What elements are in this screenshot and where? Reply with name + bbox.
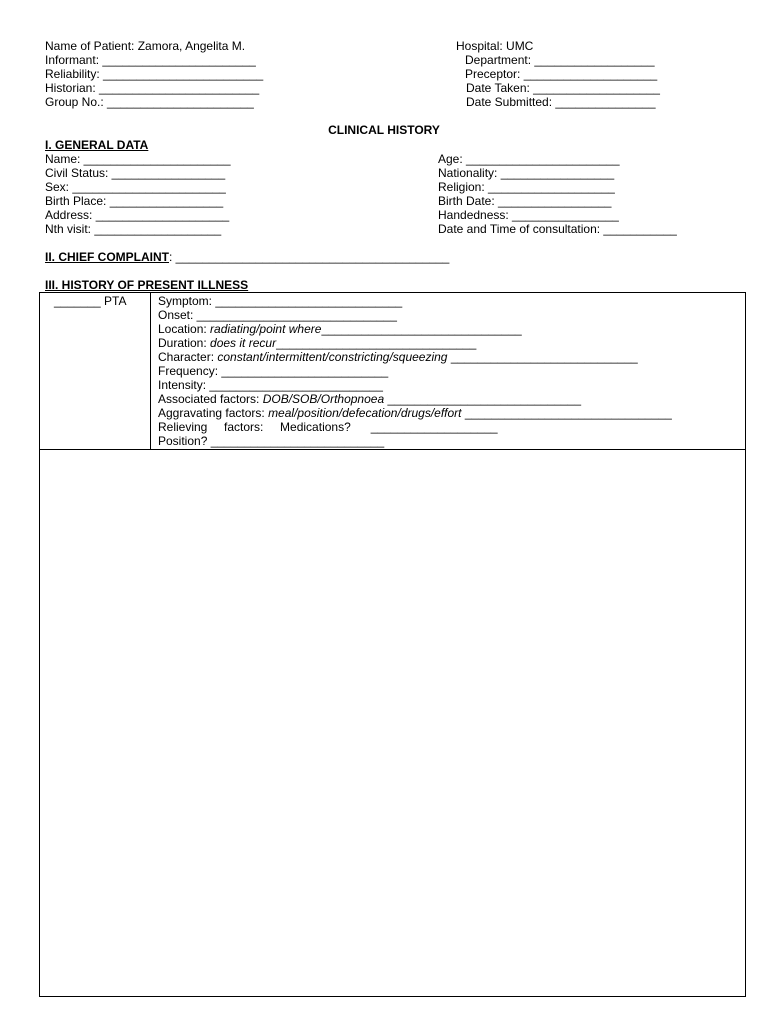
intensity-field: Intensity: __________________________ (158, 378, 383, 392)
onset-field: Onset: ______________________________ (158, 308, 397, 322)
handedness-field: Handedness: ________________ (438, 208, 619, 222)
hpi-column-divider (150, 292, 151, 450)
associated-hint: DOB/SOB/Orthopnoea (262, 392, 385, 406)
duration-hint: does it recur (210, 336, 277, 350)
birth-place-field: Birth Place: _________________ (45, 194, 224, 208)
location-hint: radiating/point where (210, 322, 322, 336)
informant-field: Informant: _______________________ (45, 53, 256, 67)
chief-complaint-row (45, 250, 449, 264)
aggravating-blank: _______________________________ (461, 406, 672, 420)
birth-date-field: Birth Date: _________________ (438, 194, 612, 208)
hpi-narrative-box (39, 450, 746, 997)
aggravating-factors-field (158, 406, 672, 420)
preceptor-field: Preceptor: ____________________ (465, 67, 658, 81)
location-blank: ______________________________ (321, 322, 522, 336)
symptom-field: Symptom: ____________________________ (158, 294, 403, 308)
sex-field: Sex: _______________________ (45, 180, 226, 194)
age-field: Age: _______________________ (438, 152, 620, 166)
civil-status-field: Civil Status: _________________ (45, 166, 226, 180)
date-taken-field: Date Taken: ___________________ (466, 81, 660, 95)
religion-field: Religion: ___________________ (438, 180, 615, 194)
character-label: Character: (158, 350, 218, 364)
date-submitted-field: Date Submitted: _______________ (466, 95, 656, 109)
patient-name: Name of Patient: Zamora, Angelita M. (45, 39, 246, 53)
duration-blank: ______________________________ (276, 336, 477, 350)
name-field: Name: ______________________ (45, 152, 231, 166)
associated-label: Associated factors: (158, 392, 263, 406)
address-field: Address: ____________________ (45, 208, 230, 222)
associated-blank: _____________________________ (384, 392, 581, 406)
position-field: Position? __________________________ (158, 434, 385, 448)
group-no-field: Group No.: ______________________ (45, 95, 254, 109)
character-field (158, 350, 638, 364)
location-field (158, 322, 522, 336)
hpi-heading: III. HISTORY OF PRESENT ILLNESS (45, 278, 249, 292)
duration-label: Duration: (158, 336, 211, 350)
department-field: Department: __________________ (465, 53, 655, 67)
chief-complaint-blank: : _________________________________________ (169, 250, 450, 264)
duration-field (158, 336, 476, 350)
historian-field: Historian: ________________________ (45, 81, 260, 95)
nationality-field: Nationality: _________________ (438, 166, 615, 180)
associated-factors-field (158, 392, 581, 406)
reliability-field: Reliability: ________________________ (45, 67, 264, 81)
frequency-field: Frequency: _________________________ (158, 364, 389, 378)
pta-field: _______ PTA (54, 294, 127, 308)
aggravating-label: Aggravating factors: (158, 406, 269, 420)
relieving-factors-field: Relieving factors: Medications? ___________________ (158, 420, 498, 434)
hospital-field: Hospital: UMC (456, 39, 534, 53)
chief-complaint-heading: II. CHIEF COMPLAINT (45, 250, 169, 264)
character-blank: ____________________________ (447, 350, 638, 364)
general-data-heading: I. GENERAL DATA (45, 138, 149, 152)
aggravating-hint: meal/position/defecation/drugs/effort (268, 406, 462, 420)
nth-visit-field: Nth visit: ___________________ (45, 222, 222, 236)
character-hint: constant/intermittent/constricting/squeezing (217, 350, 448, 364)
consultation-datetime-field: Date and Time of consultation: ___________ (438, 222, 677, 236)
page-title: CLINICAL HISTORY (328, 123, 440, 137)
location-label: Location: (158, 322, 211, 336)
